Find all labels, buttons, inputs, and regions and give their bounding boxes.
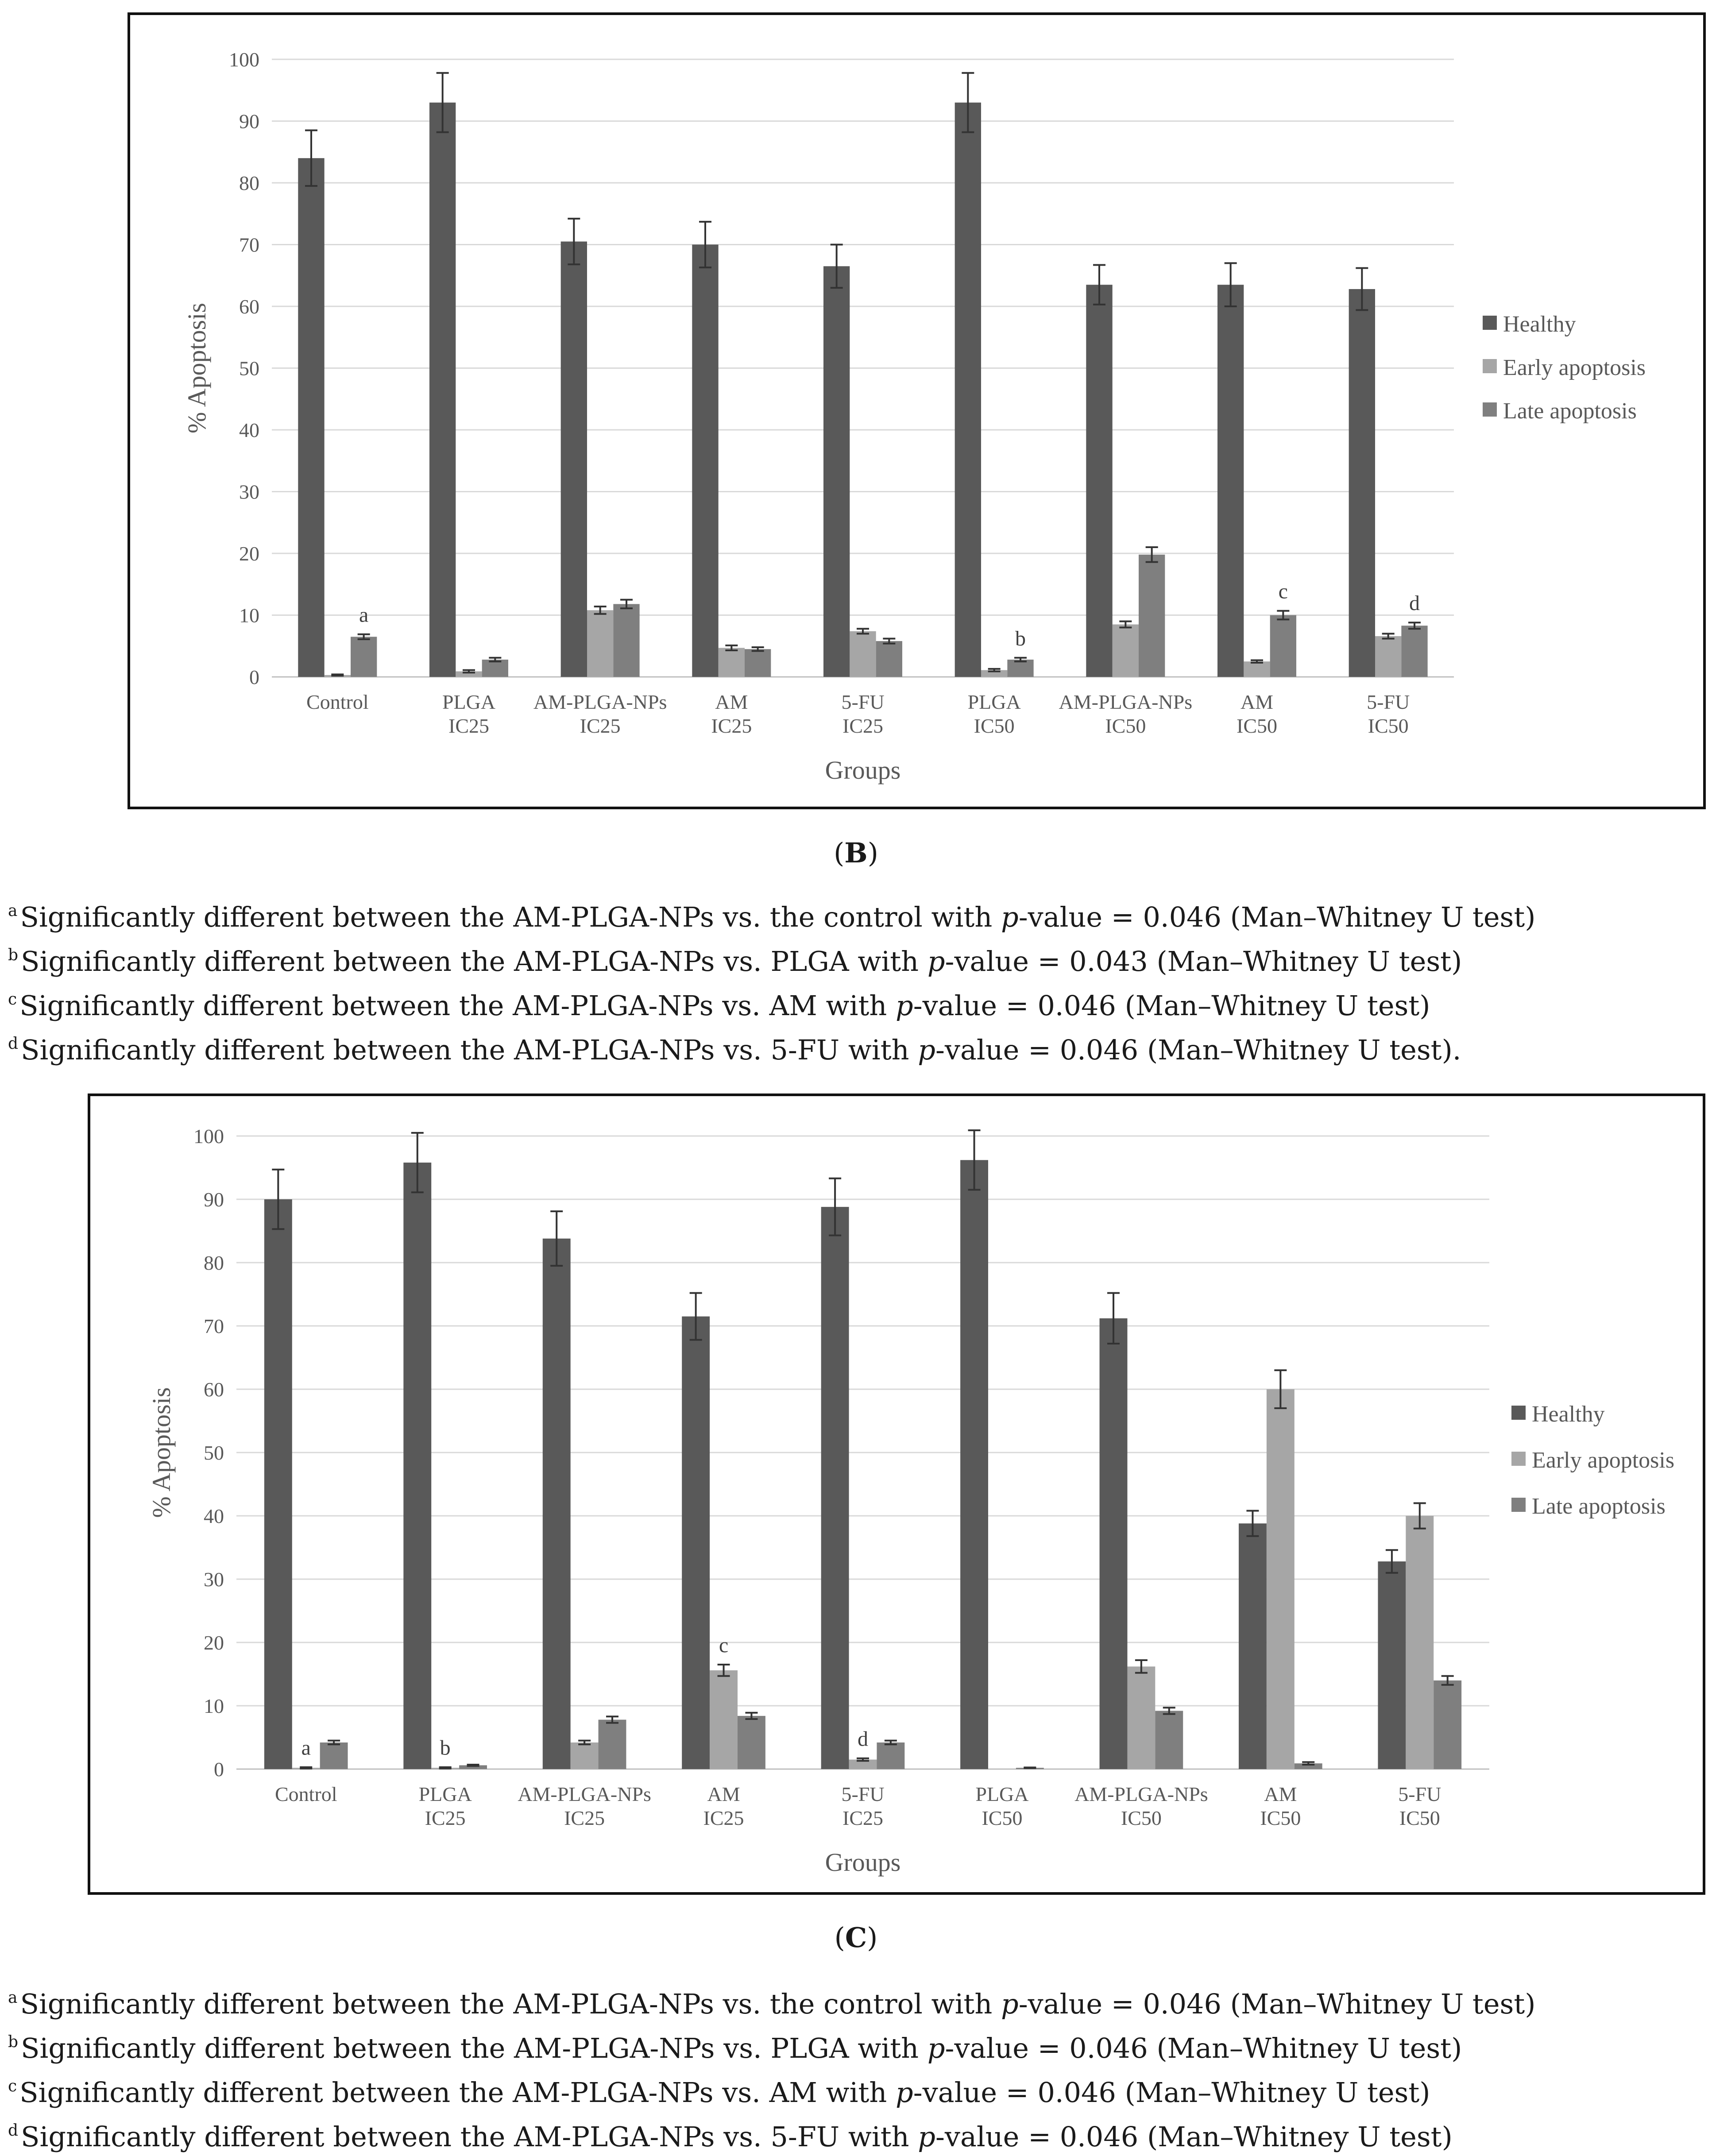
y-axis-title: % Apoptosis <box>182 303 211 433</box>
y-tick-label: 60 <box>204 1378 224 1401</box>
bar-late-apoptosis <box>1139 555 1165 677</box>
footnote-b: $^b$Significantly different between the AM-PLGA-NPs vs. PLGA with p-value = 0.043 (Man–Whitney U test) <box>8 945 1462 978</box>
y-tick-label: 80 <box>204 1252 224 1274</box>
y-tick-label: 80 <box>239 172 259 194</box>
bar-healthy <box>1217 285 1244 677</box>
footnote-marker: b <box>8 946 19 964</box>
x-tick-label: IC25 <box>703 1807 744 1829</box>
significance-label: b <box>1015 626 1026 650</box>
bar-early-apoptosis <box>850 631 876 677</box>
y-tick-label: 40 <box>239 419 259 441</box>
x-tick-label: AM <box>1240 691 1274 713</box>
bar-healthy <box>298 158 324 677</box>
bar-early-apoptosis <box>1244 661 1270 677</box>
footnote-marker: d <box>8 1035 19 1053</box>
x-tick-label: IC50 <box>1368 715 1409 737</box>
y-axis-title: % Apoptosis <box>147 1387 176 1518</box>
x-tick-label: 5-FU <box>1367 691 1410 713</box>
bar-early-apoptosis <box>1127 1666 1155 1769</box>
x-tick-label: PLGA <box>975 1783 1029 1805</box>
y-tick-label: 100 <box>229 48 259 71</box>
x-tick-label: PLGA <box>967 691 1021 713</box>
bar-late-apoptosis <box>1270 615 1296 677</box>
chart-c-svg <box>90 1096 1703 1892</box>
bar-late-apoptosis <box>876 641 902 677</box>
x-tick-label: 5-FU <box>841 691 885 713</box>
x-tick-label: AM-PLGA-NPs <box>1059 691 1193 713</box>
significance-label: a <box>359 603 369 627</box>
x-tick-label: AM-PLGA-NPs <box>518 1783 651 1805</box>
bar-early-apoptosis <box>719 648 745 677</box>
bar-healthy <box>821 1207 849 1769</box>
legend-label: Healthy <box>1503 312 1576 337</box>
significance-label: a <box>301 1736 311 1760</box>
legend-label: Early apoptosis <box>1503 355 1646 380</box>
y-tick-label: 10 <box>204 1695 224 1717</box>
footnote-marker: c <box>8 990 17 1008</box>
footnote-d: $^d$Significantly different between the AM-PLGA-NPs vs. 5-FU with p-value = 0.046 (Man–Whitney U test) <box>8 2121 1453 2153</box>
y-tick-label: 60 <box>239 295 259 318</box>
y-tick-label: 100 <box>193 1125 224 1148</box>
significance-label: d <box>858 1727 868 1751</box>
x-tick-label: IC25 <box>564 1807 605 1829</box>
x-tick-label: 5-FU <box>841 1783 885 1805</box>
legend-swatch <box>1483 316 1497 330</box>
bar-early-apoptosis <box>587 610 613 677</box>
legend-swatch <box>1483 402 1497 417</box>
x-tick-label: IC50 <box>982 1807 1023 1829</box>
y-tick-label: 90 <box>239 110 259 133</box>
significance-label: c <box>719 1634 729 1658</box>
bar-early-apoptosis <box>1267 1389 1295 1769</box>
x-tick-label: IC25 <box>842 715 883 737</box>
x-tick-label: IC50 <box>974 715 1015 737</box>
x-axis-title: Groups <box>825 1848 901 1877</box>
footnote-marker: a <box>8 902 18 920</box>
legend-swatch <box>1483 359 1497 373</box>
footnote-marker: a <box>8 1989 18 2007</box>
footnote-marker: b <box>8 2033 19 2051</box>
bar-healthy <box>1086 285 1112 677</box>
x-tick-label: AM <box>1264 1783 1297 1805</box>
chart-b-svg <box>130 15 1703 807</box>
bar-late-apoptosis <box>320 1743 348 1769</box>
legend-label: Late apoptosis <box>1532 1494 1666 1519</box>
bar-healthy <box>955 103 981 677</box>
bar-late-apoptosis <box>351 637 377 677</box>
bar-healthy <box>1100 1318 1128 1769</box>
bar-healthy <box>823 266 850 677</box>
bar-healthy <box>264 1199 292 1769</box>
x-tick-label: Control <box>306 691 369 713</box>
footnote-c: $^c$Significantly different between the AM-PLGA-NPs vs. AM with p-value = 0.046 (Man–Whitney U test) <box>8 989 1430 1022</box>
panel-c-label: (C) <box>834 1921 878 1954</box>
x-tick-label: IC50 <box>1121 1807 1162 1829</box>
x-tick-label: IC50 <box>1237 715 1277 737</box>
x-tick-label: AM <box>715 691 748 713</box>
bar-healthy <box>429 103 456 677</box>
y-tick-label: 90 <box>204 1188 224 1211</box>
x-tick-label: IC25 <box>711 715 752 737</box>
bar-early-apoptosis <box>710 1670 738 1769</box>
y-tick-label: 40 <box>204 1505 224 1527</box>
bar-healthy <box>543 1239 571 1769</box>
bar-healthy <box>561 242 587 677</box>
legend-label: Early apoptosis <box>1532 1448 1675 1473</box>
y-tick-label: 0 <box>214 1758 224 1781</box>
y-tick-label: 50 <box>204 1441 224 1464</box>
bar-late-apoptosis <box>745 649 771 677</box>
bar-healthy <box>1239 1523 1267 1769</box>
bar-late-apoptosis <box>877 1743 904 1769</box>
x-tick-label: IC25 <box>842 1807 883 1829</box>
bar-late-apoptosis <box>599 1719 626 1769</box>
footnote-marker: d <box>8 2121 19 2140</box>
legend-swatch <box>1511 1452 1526 1466</box>
panel-b-label: (B) <box>834 837 878 869</box>
footnote-a: $^a$Significantly different between the AM-PLGA-NPs vs. the control with p-value = 0.046 (Man–Whitney U test) <box>8 901 1536 933</box>
bar-healthy <box>960 1160 988 1769</box>
bar-healthy <box>403 1163 431 1769</box>
y-tick-label: 70 <box>239 233 259 256</box>
x-tick-label: AM-PLGA-NPs <box>1074 1783 1208 1805</box>
legend-label: Late apoptosis <box>1503 398 1637 424</box>
x-tick-label: 5-FU <box>1398 1783 1441 1805</box>
bar-healthy <box>692 245 718 677</box>
significance-label: d <box>1409 591 1420 615</box>
y-tick-label: 70 <box>204 1315 224 1337</box>
y-tick-label: 50 <box>239 357 259 380</box>
y-tick-label: 30 <box>204 1568 224 1591</box>
y-tick-label: 20 <box>239 542 259 565</box>
x-tick-label: IC25 <box>580 715 621 737</box>
bar-late-apoptosis <box>1434 1681 1461 1769</box>
legend-label: Healthy <box>1532 1402 1605 1427</box>
x-axis-title: Groups <box>825 756 901 784</box>
bar-late-apoptosis <box>738 1716 765 1769</box>
x-tick-label: IC25 <box>425 1807 466 1829</box>
x-tick-label: Control <box>274 1783 337 1805</box>
bar-late-apoptosis <box>1401 626 1427 677</box>
x-tick-label: IC50 <box>1260 1807 1301 1829</box>
bar-healthy <box>1349 289 1375 677</box>
footnote-a: $^a$Significantly different between the AM-PLGA-NPs vs. the control with p-value = 0.046 (Man–Whitney U test) <box>8 1988 1536 2020</box>
y-tick-label: 10 <box>239 604 259 627</box>
significance-label: b <box>440 1736 451 1760</box>
bar-early-apoptosis <box>1113 624 1139 677</box>
bar-early-apoptosis <box>1375 636 1401 677</box>
x-tick-label: AM <box>707 1783 740 1805</box>
y-tick-label: 20 <box>204 1631 224 1654</box>
y-tick-label: 0 <box>249 666 259 688</box>
significance-label: c <box>1278 580 1288 603</box>
bar-late-apoptosis <box>613 604 639 677</box>
chart-panel-c <box>88 1093 1705 1895</box>
x-tick-label: AM-PLGA-NPs <box>533 691 667 713</box>
y-tick-label: 30 <box>239 480 259 503</box>
footnote-b: $^b$Significantly different between the AM-PLGA-NPs vs. PLGA with p-value = 0.046 (Man–Whitney U test) <box>8 2032 1462 2064</box>
bar-early-apoptosis <box>1406 1516 1434 1769</box>
footnote-d: $^d$Significantly different between the AM-PLGA-NPs vs. 5-FU with p-value = 0.046 (Man–Whitney U test). <box>8 1034 1461 1066</box>
x-tick-label: IC50 <box>1105 715 1146 737</box>
legend-swatch <box>1511 1498 1526 1512</box>
x-tick-label: IC25 <box>448 715 489 737</box>
footnotes-b <box>8 892 1535 1069</box>
footnote-marker: c <box>8 2077 17 2095</box>
footnotes-c <box>8 1979 1535 2156</box>
bar-healthy <box>682 1317 710 1769</box>
bar-early-apoptosis <box>571 1743 599 1769</box>
bar-healthy <box>1378 1561 1406 1769</box>
x-tick-label: IC50 <box>1399 1807 1440 1829</box>
chart-panel-b <box>128 12 1706 809</box>
footnote-c: $^c$Significantly different between the AM-PLGA-NPs vs. AM with p-value = 0.046 (Man–Whitney U test) <box>8 2076 1430 2109</box>
x-tick-label: PLGA <box>418 1783 472 1805</box>
bar-late-apoptosis <box>1155 1711 1183 1769</box>
legend-swatch <box>1511 1406 1526 1420</box>
x-tick-label: PLGA <box>442 691 496 713</box>
